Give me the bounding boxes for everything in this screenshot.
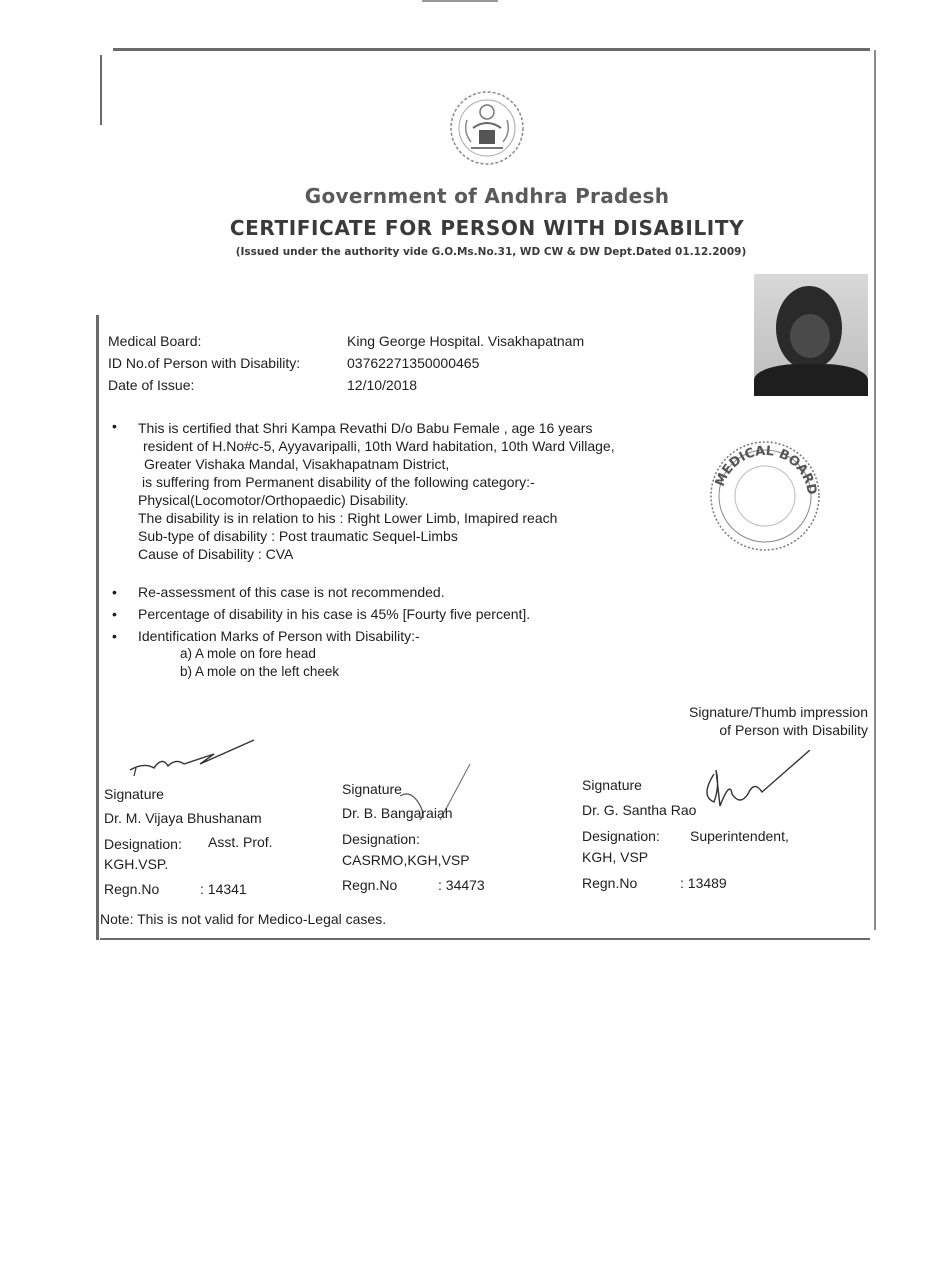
signatory-2-sig-label: Signature <box>342 781 402 797</box>
thumb-line-1: Signature/Thumb impression <box>689 704 868 720</box>
mark-a: a) A mole on fore head <box>180 646 316 661</box>
medical-board-value: King George Hospital. Visakhapatnam <box>347 333 585 349</box>
left-border-main <box>96 315 99 940</box>
signatory-2-designation-line2: CASRMO,KGH,VSP <box>342 852 470 868</box>
signatory-3-regn-label: Regn.No <box>582 875 638 891</box>
cert-line-5: Physical(Locomotor/Orthopaedic) Disability. <box>138 492 409 508</box>
signatory-3-designation: Superintendent, <box>690 828 789 844</box>
percentage-text: Percentage of disability in his case is 45% [Fourty five percent]. <box>138 606 531 622</box>
person-photo <box>754 274 868 396</box>
signatory-1-name: Dr. M. Vijaya Bhushanam <box>104 810 262 826</box>
identification-label: Identification Marks of Person with Disability:- <box>138 628 420 644</box>
seal-text: MEDICAL BOARD <box>712 443 820 497</box>
cert-line-1: This is certified that Shri Kampa Revathi D/o Babu Female , age 16 years <box>138 420 593 436</box>
signatory-2-regn-label: Regn.No <box>342 877 398 893</box>
bullet-marker: • <box>112 606 117 622</box>
cert-line-6: The disability is in relation to his : Right Lower Limb, Imapired reach <box>138 510 558 526</box>
signatory-2-designation-label: Designation: <box>342 831 420 847</box>
signatory-1-sig-label: Signature <box>104 786 164 802</box>
signatory-3-designation-label: Designation: <box>582 828 660 844</box>
scan-mark <box>422 0 498 2</box>
signature-2-icon <box>390 760 480 840</box>
date-label: Date of Issue: <box>108 377 195 393</box>
id-label: ID No.of Person with Disability: <box>108 355 301 371</box>
government-title: Government of Andhra Pradesh <box>304 184 670 208</box>
date-value: 12/10/2018 <box>347 377 418 393</box>
signature-1-icon <box>124 734 264 780</box>
signatory-2-regn-value: : 34473 <box>438 877 485 893</box>
reassessment-text: Re-assessment of this case is not recommended. <box>138 584 445 600</box>
cert-line-7: Sub-type of disability : Post traumatic Sequel-Limbs <box>138 528 458 544</box>
signatory-1-designation-label: Designation: <box>104 836 182 852</box>
mark-b: b) A mole on the left cheek <box>180 664 340 679</box>
signatory-1-regn-value: : 14341 <box>200 881 247 897</box>
bullet-marker: • <box>112 584 117 600</box>
bullet-marker: • <box>112 418 117 434</box>
cert-line-2: resident of H.No#c-5, Ayyavaripalli, 10th Ward habitation, 10th Ward Village, <box>143 438 615 454</box>
left-border-top <box>100 55 102 125</box>
bottom-border <box>100 938 870 940</box>
signatory-1-regn-label: Regn.No <box>104 881 160 897</box>
cert-line-3: Greater Vishaka Mandal, Visakhapatnam District, <box>144 456 450 472</box>
right-border <box>874 50 876 930</box>
authority-line: (Issued under the authority vide G.O.Ms.No.31, WD CW & DW Dept.Dated 01.12.2009) <box>235 246 747 258</box>
validity-note: Note: This is not valid for Medico-Legal cases. <box>100 911 387 927</box>
cert-line-4: is suffering from Permanent disability of the following category:- <box>142 474 535 490</box>
svg-text:MEDICAL BOARD <box>713 444 819 496</box>
medical-board-seal-icon <box>704 436 826 554</box>
top-border <box>113 48 870 51</box>
signatory-3-name: Dr. G. Santha Rao <box>582 802 697 818</box>
certificate-title: CERTIFICATE FOR PERSON WITH DISABILITY <box>229 216 745 240</box>
signatory-2-name: Dr. B. Bangaraiah <box>342 805 453 821</box>
bullet-marker: • <box>112 628 117 644</box>
medical-board-label: Medical Board: <box>108 333 202 349</box>
id-value: 03762271350000465 <box>347 355 480 371</box>
emblem-icon <box>445 88 529 170</box>
signatory-1-designation-line2: KGH.VSP. <box>104 856 169 872</box>
signatory-3-designation-line2: KGH, VSP <box>582 849 649 865</box>
signature-3-icon <box>690 750 820 820</box>
thumb-line-2: of Person with Disability <box>719 722 868 738</box>
signatory-3-sig-label: Signature <box>582 777 642 793</box>
certification-text <box>138 419 615 563</box>
signatory-3-regn-value: : 13489 <box>680 875 727 891</box>
cert-line-8: Cause of Disability : CVA <box>138 546 294 562</box>
signatory-1-designation: Asst. Prof. <box>208 834 273 850</box>
